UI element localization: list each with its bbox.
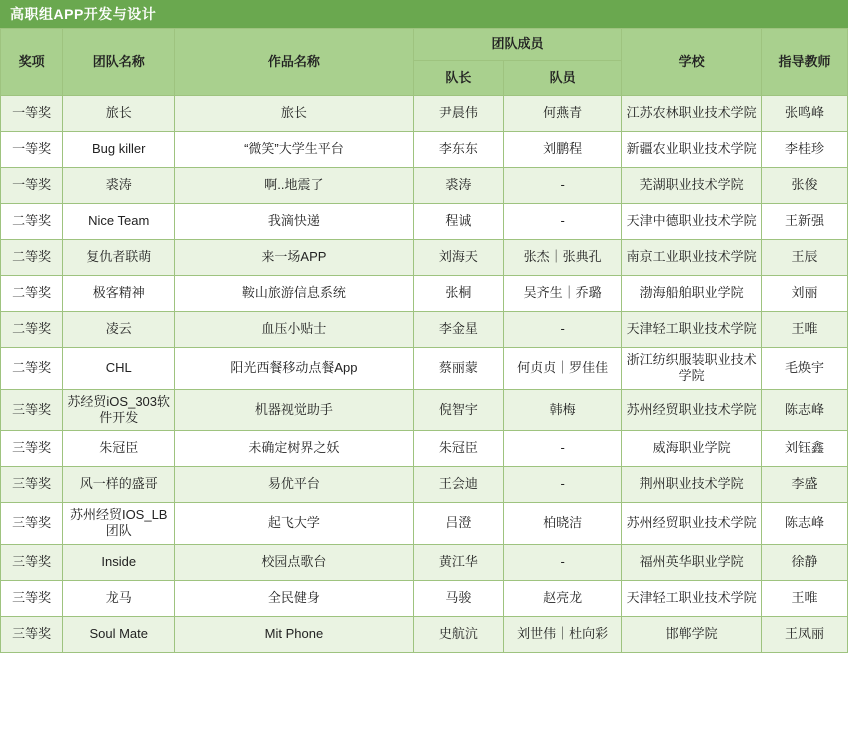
table-row: [1, 240, 848, 276]
cell-award: 三等奖: [1, 503, 63, 545]
table-row: [1, 503, 848, 545]
table-row: [1, 616, 848, 652]
table-row: [1, 132, 848, 168]
cell-award: 一等奖: [1, 132, 63, 168]
cell-team-name: 旅长: [63, 96, 175, 132]
table-row: [1, 96, 848, 132]
cell-team-name: 极客精神: [63, 276, 175, 312]
cell-leader: 王会迪: [413, 467, 503, 503]
table-header-row-1: [1, 29, 848, 61]
page-title: 高职组APP开发与设计: [10, 6, 157, 22]
cell-team-name: 风一样的盛哥: [63, 467, 175, 503]
cell-teacher: 王新强: [761, 204, 847, 240]
cell-school: 福州英华职业学院: [622, 544, 762, 580]
cell-member: 柏晓洁: [504, 503, 622, 545]
cell-award: 三等奖: [1, 616, 63, 652]
table-body: [1, 96, 848, 653]
cell-award: 一等奖: [1, 168, 63, 204]
column-header-work-name: 作品名称: [175, 29, 414, 96]
cell-leader: 蔡丽蒙: [413, 348, 503, 390]
cell-school: 荆州职业技术学院: [622, 467, 762, 503]
cell-team-name: 复仇者联萌: [63, 240, 175, 276]
cell-member: 韩梅: [504, 389, 622, 431]
cell-work-name: 旅长: [175, 96, 414, 132]
cell-team-name: 苏经贸iOS_303软件开发: [63, 389, 175, 431]
cell-award: 三等奖: [1, 580, 63, 616]
cell-award: 三等奖: [1, 544, 63, 580]
cell-teacher: 王唯: [761, 580, 847, 616]
cell-team-name: CHL: [63, 348, 175, 390]
table-row: [1, 168, 848, 204]
cell-school: 天津轻工职业技术学院: [622, 312, 762, 348]
cell-teacher: 陈志峰: [761, 503, 847, 545]
cell-member: 何贞贞｜罗佳佳: [504, 348, 622, 390]
cell-member: 张杰｜张典孔: [504, 240, 622, 276]
cell-leader: 史航沆: [413, 616, 503, 652]
cell-leader: 程诚: [413, 204, 503, 240]
cell-school: 苏州经贸职业技术学院: [622, 389, 762, 431]
cell-work-name: 啊..地震了: [175, 168, 414, 204]
cell-teacher: 李盛: [761, 467, 847, 503]
cell-award: 二等奖: [1, 240, 63, 276]
cell-member: -: [504, 168, 622, 204]
cell-teacher: 刘丽: [761, 276, 847, 312]
column-header-teacher: 指导教师: [761, 29, 847, 96]
cell-member: 吴齐生｜乔璐: [504, 276, 622, 312]
table-header: [1, 29, 848, 96]
cell-work-name: 血压小贴士: [175, 312, 414, 348]
table-row: [1, 580, 848, 616]
column-header-members-group: 团队成员: [413, 29, 622, 61]
cell-teacher: 毛焕宇: [761, 348, 847, 390]
cell-school: 天津轻工职业技术学院: [622, 580, 762, 616]
cell-teacher: 徐静: [761, 544, 847, 580]
cell-work-name: 阳光西餐移动点餐App: [175, 348, 414, 390]
cell-school: 芜湖职业技术学院: [622, 168, 762, 204]
cell-member: 赵亮龙: [504, 580, 622, 616]
cell-team-name: Nice Team: [63, 204, 175, 240]
table-row: [1, 348, 848, 390]
column-header-member: 队员: [504, 61, 622, 96]
cell-leader: 朱冠臣: [413, 431, 503, 467]
cell-award: 三等奖: [1, 467, 63, 503]
cell-teacher: 王辰: [761, 240, 847, 276]
cell-teacher: 李桂珍: [761, 132, 847, 168]
cell-leader: 刘海天: [413, 240, 503, 276]
cell-member: 刘鹏程: [504, 132, 622, 168]
cell-team-name: Soul Mate: [63, 616, 175, 652]
cell-teacher: 张鸣峰: [761, 96, 847, 132]
cell-award: 二等奖: [1, 204, 63, 240]
cell-school: 威海职业学院: [622, 431, 762, 467]
table-row: [1, 467, 848, 503]
award-table: [0, 28, 848, 653]
cell-school: 渤海船舶职业学院: [622, 276, 762, 312]
cell-award: 一等奖: [1, 96, 63, 132]
column-header-leader: 队长: [413, 61, 503, 96]
cell-leader: 马骏: [413, 580, 503, 616]
cell-work-name: Mit Phone: [175, 616, 414, 652]
cell-work-name: “微笑”大学生平台: [175, 132, 414, 168]
cell-school: 天津中德职业技术学院: [622, 204, 762, 240]
cell-teacher: 刘钰鑫: [761, 431, 847, 467]
cell-member: -: [504, 431, 622, 467]
cell-leader: 吕澄: [413, 503, 503, 545]
cell-team-name: Inside: [63, 544, 175, 580]
cell-team-name: 凌云: [63, 312, 175, 348]
cell-work-name: 来一场APP: [175, 240, 414, 276]
cell-leader: 张桐: [413, 276, 503, 312]
cell-leader: 裘涛: [413, 168, 503, 204]
cell-award: 二等奖: [1, 276, 63, 312]
cell-leader: 李金星: [413, 312, 503, 348]
cell-school: 新疆农业职业技术学院: [622, 132, 762, 168]
cell-school: 苏州经贸职业技术学院: [622, 503, 762, 545]
cell-school: 邯郸学院: [622, 616, 762, 652]
cell-work-name: 鞍山旅游信息系统: [175, 276, 414, 312]
cell-award: 三等奖: [1, 431, 63, 467]
cell-school: 浙江纺织服装职业技术学院: [622, 348, 762, 390]
cell-leader: 李东东: [413, 132, 503, 168]
cell-team-name: 朱冠臣: [63, 431, 175, 467]
cell-work-name: 起飞大学: [175, 503, 414, 545]
cell-work-name: 机器视觉助手: [175, 389, 414, 431]
cell-member: -: [504, 467, 622, 503]
cell-school: 南京工业职业技术学院: [622, 240, 762, 276]
cell-leader: 倪智宇: [413, 389, 503, 431]
cell-team-name: Bug killer: [63, 132, 175, 168]
cell-leader: 黄江华: [413, 544, 503, 580]
cell-work-name: 全民健身: [175, 580, 414, 616]
cell-teacher: 王凤丽: [761, 616, 847, 652]
table-row: [1, 389, 848, 431]
table-row: [1, 431, 848, 467]
cell-leader: 尹晨伟: [413, 96, 503, 132]
cell-work-name: 我滴快递: [175, 204, 414, 240]
cell-team-name: 龙马: [63, 580, 175, 616]
cell-work-name: 未确定树界之妖: [175, 431, 414, 467]
cell-work-name: 校园点歌台: [175, 544, 414, 580]
table-row: [1, 204, 848, 240]
cell-teacher: 张俊: [761, 168, 847, 204]
table-row: [1, 276, 848, 312]
cell-member: -: [504, 312, 622, 348]
column-header-team-name: 团队名称: [63, 29, 175, 96]
page-title-bar: [0, 0, 848, 28]
cell-member: -: [504, 544, 622, 580]
cell-member: 何燕青: [504, 96, 622, 132]
cell-teacher: 王唯: [761, 312, 847, 348]
cell-member: -: [504, 204, 622, 240]
cell-teacher: 陈志峰: [761, 389, 847, 431]
column-header-award: 奖项: [1, 29, 63, 96]
cell-award: 二等奖: [1, 312, 63, 348]
cell-award: 二等奖: [1, 348, 63, 390]
cell-team-name: 裘涛: [63, 168, 175, 204]
column-header-school: 学校: [622, 29, 762, 96]
table-row: [1, 312, 848, 348]
cell-work-name: 易优平台: [175, 467, 414, 503]
cell-school: 江苏农林职业技术学院: [622, 96, 762, 132]
cell-member: 刘世伟｜杜向彩: [504, 616, 622, 652]
cell-team-name: 苏州经贸IOS_LB团队: [63, 503, 175, 545]
cell-award: 三等奖: [1, 389, 63, 431]
table-row: [1, 544, 848, 580]
